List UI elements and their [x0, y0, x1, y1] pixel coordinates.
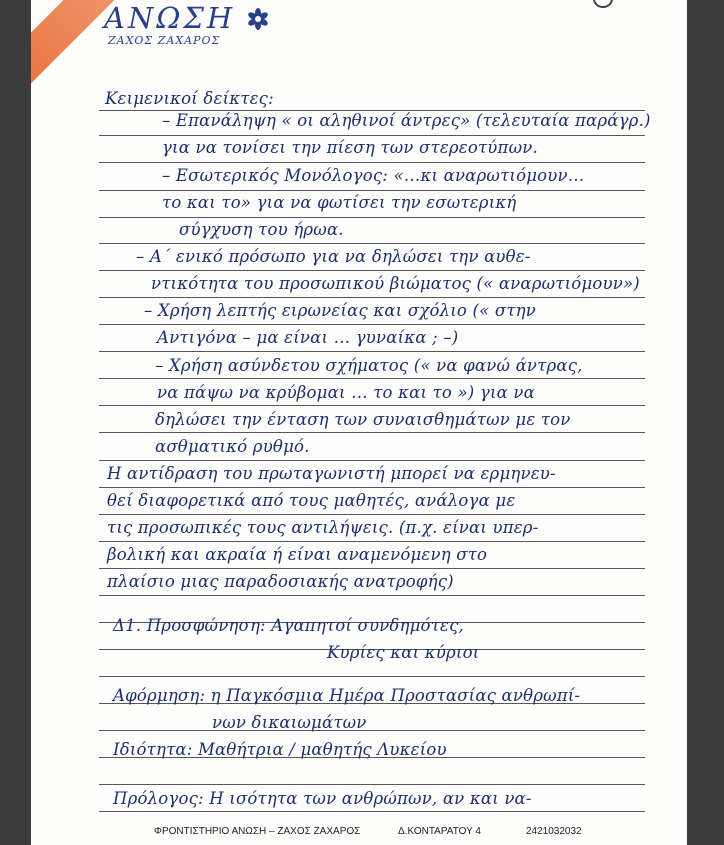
logo-brand-text: ΑΝΩΣΗ [104, 1, 236, 35]
ruled-line [99, 514, 645, 515]
footer-phone: 2421032032 [526, 826, 582, 837]
note-line: το και το» για να φωτίσει την εσωτερική [162, 193, 517, 212]
note-line: – Χρήση ασύνδετου σχήματος (« να φανώ άντρας, [155, 356, 583, 375]
ruled-line [99, 460, 645, 461]
note-line: – Εσωτερικός Μονόλογος: «…κι αναρωτιόμουν… [162, 166, 585, 185]
ruled-line [99, 541, 645, 542]
note-line: πλαίσιο μιας παραδοσιακής ανατροφής) [107, 572, 454, 591]
note-line: Αντιγόνα – μα είναι … γυναίκα ; –) [157, 328, 459, 347]
note-line: νων δικαιωμάτων [212, 713, 367, 732]
ruled-line [99, 324, 645, 325]
ruled-line [99, 378, 645, 379]
note-line: – Χρήση λεπτής ειρωνείας και σχόλιο (« στην [144, 301, 536, 320]
ruled-line [99, 270, 645, 271]
note-line: για να τονίσει την πίεση των στερεοτύπων. [162, 138, 538, 157]
footer-school: ΦΡΟΝΤΙΣΤΗΡΙΟ ΑΝΩΣΗ – ΖΑΧΟΣ ΖΑΧΑΡΟΣ [154, 826, 361, 837]
note-line: Πρόλογος: Η ισότητα των ανθρώπων, αν και να- [113, 789, 532, 808]
ruled-line [99, 432, 645, 433]
footer-address: Δ.ΚΟΝΤΑΡΑΤΟΥ 4 [398, 826, 481, 837]
note-line: Κειμενικοί δείκτες: [105, 89, 274, 108]
note-line: δηλώσει την ένταση των συναισθημάτων με τον [155, 410, 571, 429]
ruled-line [99, 162, 645, 163]
note-line: – Α΄ ενικό πρόσωπο για να δηλώσει την αυθε- [136, 247, 531, 266]
ruled-line [99, 568, 645, 569]
note-line: Αφόρμηση: η Παγκόσμια Ημέρα Προστασίας ανθρωπί- [113, 686, 581, 705]
ruled-line [99, 243, 645, 244]
hole-mark [593, 0, 613, 8]
notebook-page [31, 0, 687, 845]
note-line: τις προσωπικές τους αντιλήψεις. (π.χ. είναι υπερ- [107, 518, 539, 537]
note-line: Η αντίδραση του πρωταγωνιστή μπορεί να ερμηνευ- [107, 464, 556, 483]
note-line: – Επανάληψη « οι αληθινοί άντρες» (τελευταία παράγρ.) [162, 111, 651, 130]
flower-icon [247, 8, 269, 30]
ruled-line [99, 351, 645, 352]
note-line: βολική και ακραία ή είναι αναμενόμενη στο [107, 545, 488, 564]
ruled-line [99, 405, 645, 406]
ruled-line [99, 784, 645, 785]
ruled-line [99, 135, 645, 136]
note-line: Ιδιότητα: Μαθήτρια / μαθητής Λυκείου [113, 740, 447, 759]
note-line: να πάψω να κρύβομαι … το και το ») για να [157, 383, 535, 402]
note-line: ασθματικό ρυθμό. [155, 437, 310, 456]
ruled-line [99, 487, 645, 488]
note-line: σύγχυση του ήρωα. [179, 220, 344, 239]
ruled-line [99, 217, 645, 218]
note-line: Δ1. Προσφώνηση: Αγαπητοί συνδημότες, [113, 616, 464, 635]
note-line: ντικότητα του προσωπικού βιώματος (« αναρωτιόμουν») [151, 274, 640, 293]
logo-subtitle: ΖΑΧΟΣ ΖΑΧΑΡΟΣ [108, 34, 221, 47]
logo [104, 2, 269, 47]
ruled-line [99, 595, 645, 596]
ruled-line [99, 676, 645, 677]
note-line: Κυρίες και κύριοι [327, 643, 480, 662]
note-line: θεί διαφορετικά από τους μαθητές, ανάλογα με [107, 491, 516, 510]
page-footer [31, 823, 687, 841]
logo-brand [104, 2, 269, 34]
ruled-line [99, 190, 645, 191]
ruled-line [99, 730, 645, 731]
ruled-line [99, 297, 645, 298]
ruled-line [99, 811, 645, 812]
